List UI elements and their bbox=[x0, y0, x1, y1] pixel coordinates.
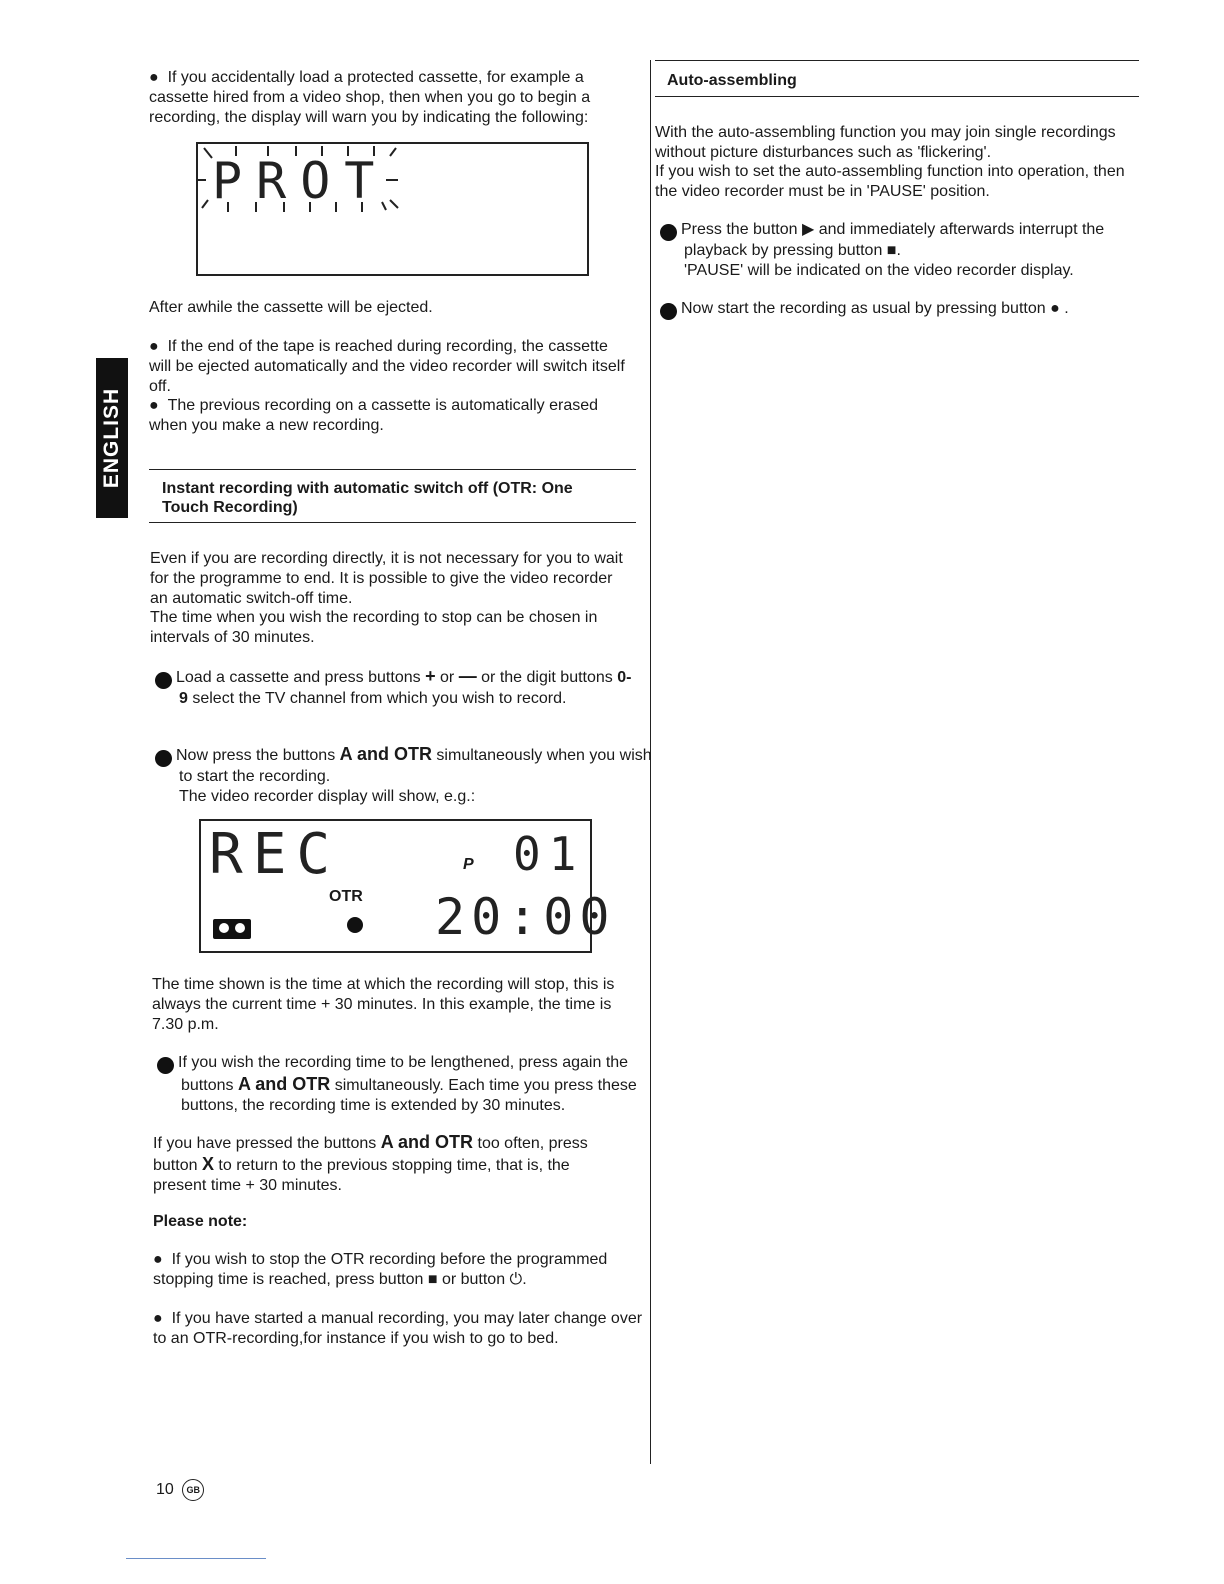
please-note-heading: Please note: bbox=[153, 1213, 248, 1230]
plus-key: + bbox=[425, 666, 436, 686]
country-mark-icon: GB bbox=[182, 1479, 204, 1501]
otr-heading: Instant recording with automatic switch off (OTR: One Touch Recording) bbox=[162, 480, 573, 516]
display-segment-art bbox=[198, 144, 587, 274]
page-footer bbox=[156, 1479, 204, 1501]
step-number-icon: 1 bbox=[660, 224, 677, 241]
auto-assembling-top-rule bbox=[655, 60, 1139, 61]
display-mode-rec: REC bbox=[209, 822, 341, 887]
a-and-otr-keys: A and OTR bbox=[339, 744, 432, 764]
page-number: 10 bbox=[156, 1481, 174, 1498]
note-1: ● If you wish to stop the OTR recording before the programmed stopping time is reached, press button ■ or button ⏻. bbox=[153, 1251, 608, 1288]
display-p-label: P bbox=[463, 856, 474, 873]
footer-rule bbox=[126, 1558, 266, 1559]
language-tab-label: ENGLISH bbox=[100, 387, 123, 489]
display-stop-time: 20:00 bbox=[435, 888, 616, 946]
protected-cassette-display bbox=[196, 142, 589, 276]
bullet-icon: ● bbox=[149, 69, 168, 86]
step-number-icon: 2 bbox=[660, 303, 677, 320]
power-icon: ⏻ bbox=[509, 1271, 523, 1288]
intro-bullet: ● If you accidentally load a protected cassette, for example a cassette hired from a video shop, then when you go to begin a recording, the display will warn you by indicating the following: bbox=[149, 69, 591, 126]
language-tab bbox=[96, 358, 128, 518]
note-2: ● If you have started a manual recording, you may later change over to an OTR-recording,for instance if you wish to go to bed. bbox=[153, 1310, 643, 1347]
step-number-icon: 3 bbox=[157, 1057, 174, 1074]
digit-keys: 0-9 bbox=[179, 669, 632, 707]
bullet-erased: ● The previous recording on a cassette is automatically erased when you make a new recording. bbox=[149, 397, 599, 434]
otr-heading-top-rule bbox=[149, 469, 636, 470]
step-number-icon: 1 bbox=[155, 672, 172, 689]
stop-icon: ■ bbox=[886, 242, 897, 259]
a-and-otr-keys: A and OTR bbox=[237, 1074, 331, 1094]
a-and-otr-keys: A and OTR bbox=[380, 1132, 474, 1152]
bullet-icon: ● bbox=[149, 397, 168, 414]
otr-intro: Even if you are recording directly, it is not necessary for you to wait for the programme to end. It is possible to give the video recorder an automatic switch-off time. bbox=[150, 550, 623, 607]
bullet-icon: ● bbox=[153, 1310, 172, 1327]
bullet-icon: ● bbox=[149, 338, 168, 355]
cassette-icon bbox=[213, 919, 251, 939]
auto-assembling-bottom-rule bbox=[655, 96, 1139, 97]
auto-assembling-para-1: With the auto-assembling function you may join single recordings without picture disturbances such as 'flickering'. bbox=[655, 124, 1116, 161]
display-text-prot: PROT bbox=[212, 152, 389, 210]
otr-intervals: The time when you wish the recording to stop can be chosen in intervals of 30 minutes. bbox=[150, 609, 598, 646]
stop-icon: ■ bbox=[427, 1271, 438, 1288]
record-dot-icon bbox=[347, 917, 363, 933]
bullet-icon: ● bbox=[153, 1251, 172, 1268]
too-often-note: If you have pressed the buttons A and OTR too often, press button X to return to the previous stopping time, that is, the present time + 30 minutes. bbox=[153, 1132, 588, 1194]
otr-step-3: 3 If you wish the recording time to be lengthened, press again the buttons A and OTR simultaneously. Each time you press these buttons, the recording time is extended by 30 minutes. bbox=[150, 1054, 637, 1114]
otr-heading-bottom-rule bbox=[149, 522, 636, 523]
auto-assembling-para-2: If you wish to set the auto-assembling function into operation, then the video recorder must be in 'PAUSE' position. bbox=[655, 163, 1125, 200]
auto-assembling-heading: Auto-assembling bbox=[667, 72, 797, 89]
otr-step-1: 1 Load a cassette and press buttons + or — or the digit buttons 0-9 select the TV channel from which you wish to record. bbox=[148, 666, 632, 707]
minus-key: — bbox=[458, 666, 477, 686]
auto-assembling-step-1: 1 Press the button ▶ and immediately afterwards interrupt the playback by pressing button ■. 'PAUSE' will be indicated on the video recorder display. bbox=[653, 221, 1105, 279]
x-key: X bbox=[201, 1154, 214, 1174]
play-icon: ▶ bbox=[801, 221, 815, 238]
bullet-end-tape: ● If the end of the tape is reached during recording, the cassette will be ejected automatically and the video recorder will switch itself off. bbox=[149, 338, 625, 395]
otr-step-2: 2 Now press the buttons A and OTR simultaneously when you wish to start the recording. The video recorder display will show, e.g.: bbox=[148, 744, 652, 805]
otr-recorder-display bbox=[199, 819, 616, 953]
display-otr-label: OTR bbox=[329, 888, 363, 905]
ejected-note: After awhile the cassette will be ejected. bbox=[149, 299, 433, 316]
step-number-icon: 2 bbox=[155, 750, 172, 767]
display-channel: 01 bbox=[513, 827, 585, 881]
auto-assembling-step-2: 2 Now start the recording as usual by pressing button ● . bbox=[653, 300, 1069, 318]
record-icon: ● bbox=[1050, 300, 1060, 317]
time-note: The time shown is the time at which the recording will stop, this is always the current time + 30 minutes. In this example, the time is 7.30 p.m. bbox=[152, 976, 615, 1033]
